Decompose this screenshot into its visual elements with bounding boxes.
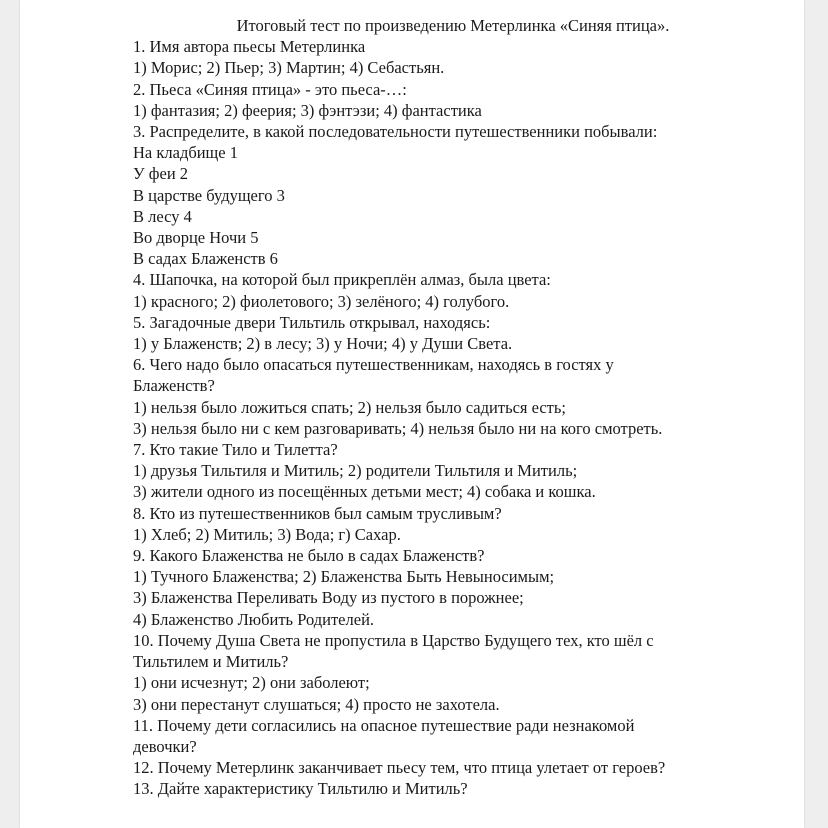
document-line: 1) Морис; 2) Пьер; 3) Мартин; 4) Себастьян. bbox=[133, 58, 445, 78]
document-line: В садах Блаженств 6 bbox=[133, 249, 278, 269]
document-lines bbox=[133, 36, 773, 799]
document-line: Блаженств? bbox=[133, 376, 215, 396]
document-line: 7. Кто такие Тило и Тилетта? bbox=[133, 440, 338, 460]
document-line: 12. Почему Метерлинк заканчивает пьесу тем, что птица улетает от героев? bbox=[133, 758, 666, 778]
document-line: девочки? bbox=[133, 736, 197, 756]
document-line: 3) Блаженства Переливать Воду из пустого в порожнее; bbox=[133, 588, 524, 608]
document-line: 4. Шапочка, на которой был прикреплён алмаз, была цвета: bbox=[133, 270, 551, 290]
document-page bbox=[20, 0, 804, 828]
document-line: 1) Хлеб; 2) Митиль; 3) Вода; г) Сахар. bbox=[133, 524, 401, 544]
document-line: 11. Почему дети согласились на опасное путешествие ради незнакомой bbox=[133, 715, 635, 735]
document-line: 10. Почему Душа Света не пропустила в Царство Будущего тех, кто шёл с bbox=[133, 630, 654, 650]
document-line: В лесу 4 bbox=[133, 206, 192, 226]
document-line: 3. Распределите, в какой последовательности путешественники побывали: bbox=[133, 122, 658, 142]
document-line: 1) красного; 2) фиолетового; 3) зелёного; 4) голубого. bbox=[133, 291, 510, 311]
document-line: 3) они перестанут слушаться; 4) просто не захотела. bbox=[133, 694, 500, 714]
document-line: 9. Какого Блаженства не было в садах Блаженств? bbox=[133, 546, 485, 566]
document-line: 1) они исчезнут; 2) они заболеют; bbox=[133, 673, 370, 693]
document-line: У феи 2 bbox=[133, 164, 189, 184]
document-line: 8. Кто из путешественников был самым трусливым? bbox=[133, 503, 502, 523]
document-line: 1) фантазия; 2) феерия; 3) фэнтэзи; 4) фантастика bbox=[133, 100, 482, 120]
document-line: 4) Блаженство Любить Родителей. bbox=[133, 609, 375, 629]
document-line: 3) нельзя было ни с кем разговаривать; 4) нельзя было ни на кого смотреть. bbox=[133, 418, 663, 438]
document-line: 13. Дайте характеристику Тильтилю и Митиль? bbox=[133, 779, 468, 799]
document-line: 1) у Блаженств; 2) в лесу; 3) у Ночи; 4) у Души Света. bbox=[133, 334, 513, 354]
document-line: 1) нельзя было ложиться спать; 2) нельзя было садиться есть; bbox=[133, 397, 567, 417]
document-body bbox=[133, 15, 773, 800]
document-line: 1) Тучного Блаженства; 2) Блаженства Быть Невыносимым; bbox=[133, 567, 555, 587]
document-title: Итоговый тест по произведению Метерлинка «Синяя птица». bbox=[236, 16, 670, 35]
document-line: Тильтилем и Митиль? bbox=[133, 652, 289, 672]
document-line: Во дворце Ночи 5 bbox=[133, 228, 259, 248]
document-line: 1. Имя автора пьесы Метерлинка bbox=[133, 37, 366, 57]
document-line: В царстве будущего 3 bbox=[133, 185, 285, 205]
document-line: 3) жители одного из посещённых детьми мест; 4) собака и кошка. bbox=[133, 482, 596, 502]
document-line: 1) друзья Тильтиля и Митиль; 2) родители Тильтиля и Митиль; bbox=[133, 461, 578, 481]
document-line: На кладбище 1 bbox=[133, 143, 238, 163]
document-line: 2. Пьеса «Синяя птица» - это пьеса-…: bbox=[133, 79, 407, 99]
document-line: 6. Чего надо было опасаться путешественникам, находясь в гостях у bbox=[133, 355, 614, 375]
document-line: 5. Загадочные двери Тильтиль открывал, находясь: bbox=[133, 312, 491, 332]
